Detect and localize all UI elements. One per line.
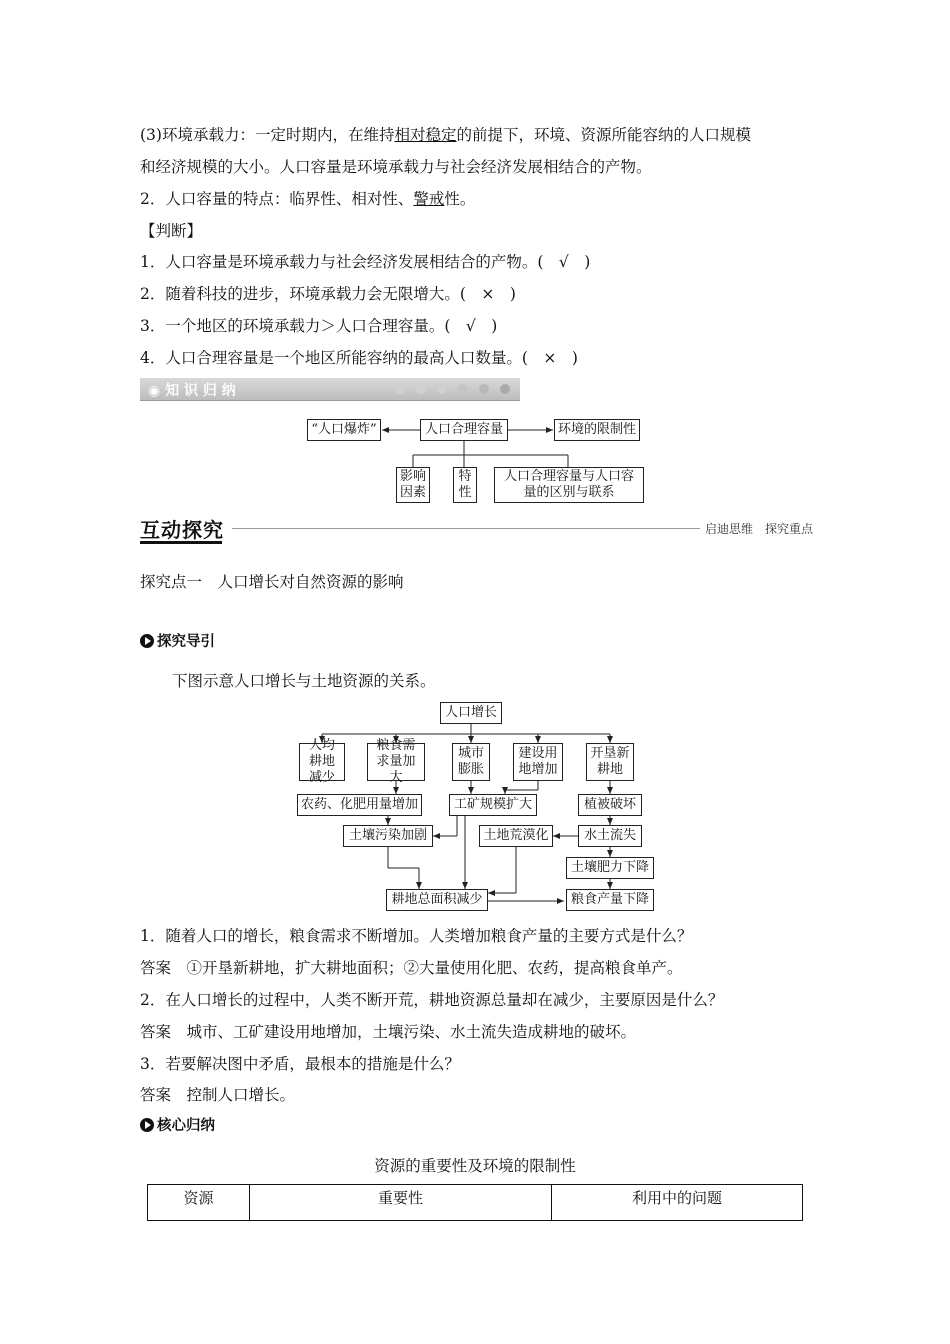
core-heading xyxy=(140,1114,215,1135)
question: 2．在人口增长的过程中，人类不断开荒，耕地资源总量却在减少，主要原因是什么？ xyxy=(140,991,724,1009)
explore-guide-label: 探究导引 xyxy=(157,634,215,650)
judge-item: 2．随着科技的进步，环境承载力会无限增大。( × ) xyxy=(140,285,516,303)
intro-line-1-underlined: 相对稳定 xyxy=(394,126,457,144)
intro-line-1-b: 的前提下，环境、资源所能容纳的人口规模 xyxy=(456,126,751,144)
flow-node: 建设用地增加 xyxy=(513,743,563,781)
flow-node: 开垦新耕地 xyxy=(586,743,634,781)
core-heading-label: 核心归纳 xyxy=(157,1118,215,1134)
intro-line-3-b: 性。 xyxy=(444,190,476,208)
judge-heading: 【判断】 xyxy=(140,222,203,240)
concept-left: “人口爆炸” xyxy=(307,419,381,441)
flow-top: 人口增长 xyxy=(440,702,502,724)
figure-caption: 下图示意人口增长与土地资源的关系。 xyxy=(172,672,436,690)
concept-traits: 特性 xyxy=(453,467,477,503)
resource-table xyxy=(147,1184,803,1221)
answer: 答案 控制人口增长。 xyxy=(140,1086,296,1104)
question: 3．若要解决图中矛盾，最根本的措施是什么？ xyxy=(140,1055,460,1073)
explore-guide-heading xyxy=(140,630,215,651)
flow-node: 土地荒漠化 xyxy=(479,825,553,847)
concept-center: 人口合理容量 xyxy=(420,419,508,441)
flow-node: 工矿规模扩大 xyxy=(449,794,537,816)
table-header-row xyxy=(148,1185,803,1221)
section-rule xyxy=(232,528,700,529)
table-header-cell: 利用中的问题 xyxy=(552,1185,803,1221)
section-title: 互动探究 xyxy=(140,518,224,542)
concept-relation: 人口合理容量与人口容量的区别与联系 xyxy=(494,467,644,503)
judge-item: 3．一个地区的环境承载力＞人口合理容量。( √ ) xyxy=(140,317,498,335)
table-header-cell: 重要性 xyxy=(250,1185,552,1221)
flow-node: 土壤污染加剧 xyxy=(343,825,433,847)
judge-item: 4．人口合理容量是一个地区所能容纳的最高人口数量。( × ) xyxy=(140,349,578,367)
intro-line-1-a: (3)环境承载力：一定时期内，在维持 xyxy=(140,126,395,144)
flow-node: 土壤肥力下降 xyxy=(566,857,654,879)
table-title: 资源的重要性及环境的限制性 xyxy=(374,1157,576,1175)
intro-line-3-a: 2．人口容量的特点：临界性、相对性、 xyxy=(140,190,414,208)
section-subtitle: 启迪思维 探究重点 xyxy=(705,522,814,536)
flow-node: 水土流失 xyxy=(578,825,642,847)
flow-node: 人均耕地减少 xyxy=(299,743,345,781)
explore-point: 探究点一 人口增长对自然资源的影响 xyxy=(140,573,404,591)
answer: 答案 ①开垦新耕地，扩大耕地面积；②大量使用化肥、农药，提高粮食单产。 xyxy=(140,959,683,977)
flow-node: 粮食产量下降 xyxy=(566,889,654,911)
play-circle-icon xyxy=(140,1118,154,1132)
flow-node: 农药、化肥用量增加 xyxy=(297,794,422,816)
intro-line-3-underlined: 警戒 xyxy=(413,190,445,208)
flow-node: 植被破坏 xyxy=(578,794,642,816)
question: 1．随着人口的增长，粮食需求不断增加。人类增加粮食产量的主要方式是什么？ xyxy=(140,927,693,945)
flow-node: 粮食需求量加大 xyxy=(367,743,425,781)
intro-line-2: 和经济规模的大小。人口容量是环境承载力与社会经济发展相结合的产物。 xyxy=(140,158,652,176)
knowledge-summary-label: ◉ 知 识 归 纳 xyxy=(148,383,236,399)
flow-node: 耕地总面积减少 xyxy=(386,889,488,911)
table-header-cell: 资源 xyxy=(148,1185,250,1221)
concept-right: 环境的限制性 xyxy=(554,419,640,441)
flow-node: 城市膨胀 xyxy=(452,743,490,781)
answer: 答案 城市、工矿建设用地增加，土壤污染、水土流失造成耕地的破坏。 xyxy=(140,1023,637,1041)
play-circle-icon xyxy=(140,634,154,648)
judge-item: 1．人口容量是环境承载力与社会经济发展相结合的产物。( √ ) xyxy=(140,253,591,271)
concept-factors: 影响因素 xyxy=(396,467,430,503)
section-title-underline xyxy=(140,541,222,544)
